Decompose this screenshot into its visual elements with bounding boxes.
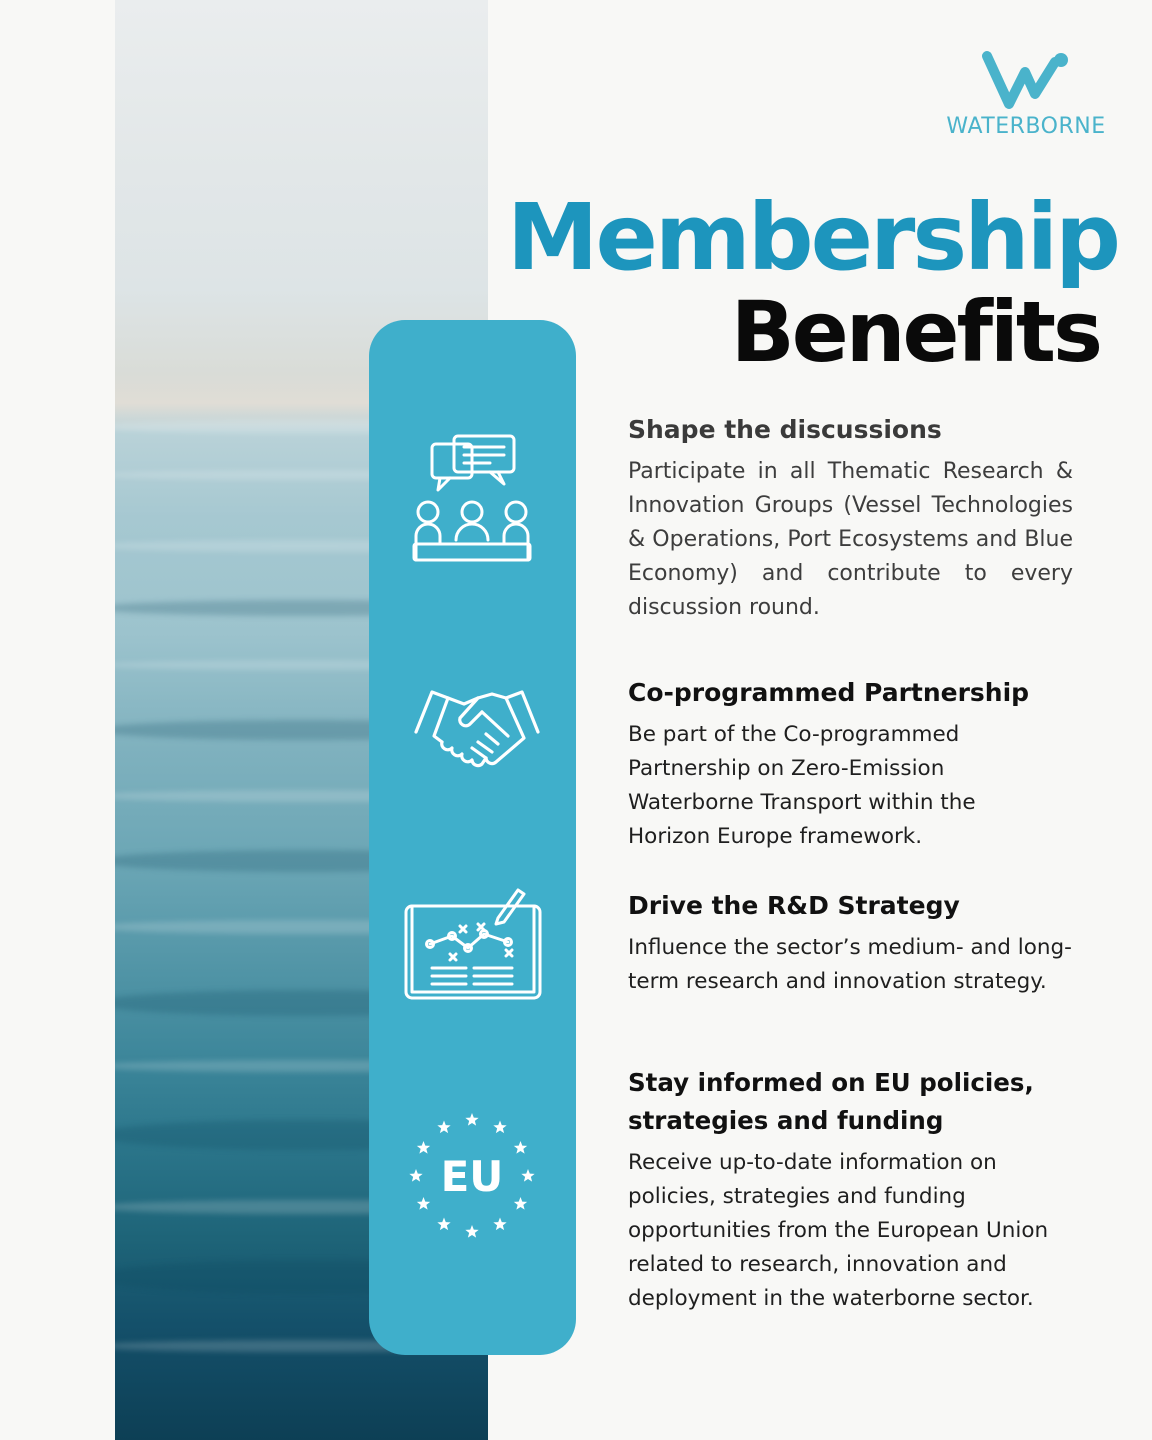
benefit-title: Shape the discussions [628,415,942,444]
page-title-line2: Benefits [730,283,1100,381]
handshake-icon [412,684,542,776]
strategy-blueprint-icon [402,884,544,1002]
benefit-description: Be part of the Co-programmed Partnership on Zero-Emission Waterborne Transport within the Horizon Europe framework. [628,722,976,849]
benefit-title: Stay informed on EU policies, strategies and funding [628,1068,1034,1135]
eu-star-icon [465,1225,478,1238]
eu-star-icon [417,1141,430,1154]
eu-star-icon [409,1169,422,1182]
benefit-3 [628,887,1073,999]
eu-star-icon [437,1218,450,1231]
page-title-line1: Membership [506,184,1118,291]
benefit-title: Drive the R&D Strategy [628,891,960,920]
waterborne-logo [940,50,1112,139]
logo-text: WATERBORNE [946,114,1106,139]
eu-icon-text: EU [440,1152,504,1201]
eu-star-icon [493,1218,506,1231]
eu-star-icon [514,1197,527,1210]
meeting-discussion-icon [410,432,534,566]
eu-star-icon [514,1141,527,1154]
eu-star-icon [493,1121,506,1134]
eu-star-icon [465,1113,478,1126]
waterborne-logo-mark-icon [981,50,1071,112]
benefit-2 [628,674,1073,854]
eu-star-icon [437,1121,450,1134]
benefit-title: Co-programmed Partnership [628,678,1030,707]
eu-star-icon [521,1169,534,1182]
benefit-description: Receive up-to-date information on policies, strategies and funding opportunities from the European Union related to research, innovation and deployment in the waterborne sector. [628,1150,1049,1311]
benefit-4 [628,1064,1073,1316]
benefit-1 [628,411,1073,625]
eu-star-icon [417,1197,430,1210]
benefit-description: Influence the sector’s medium- and long-term research and innovation strategy. [628,935,1072,994]
benefit-description: Participate in all Thematic Research & Innovation Groups (Vessel Technologies & Operations, Port Ecosystems and Blue Economy) and contribute to every discussion round. [628,459,1073,620]
eu-stars-icon [404,1108,540,1244]
